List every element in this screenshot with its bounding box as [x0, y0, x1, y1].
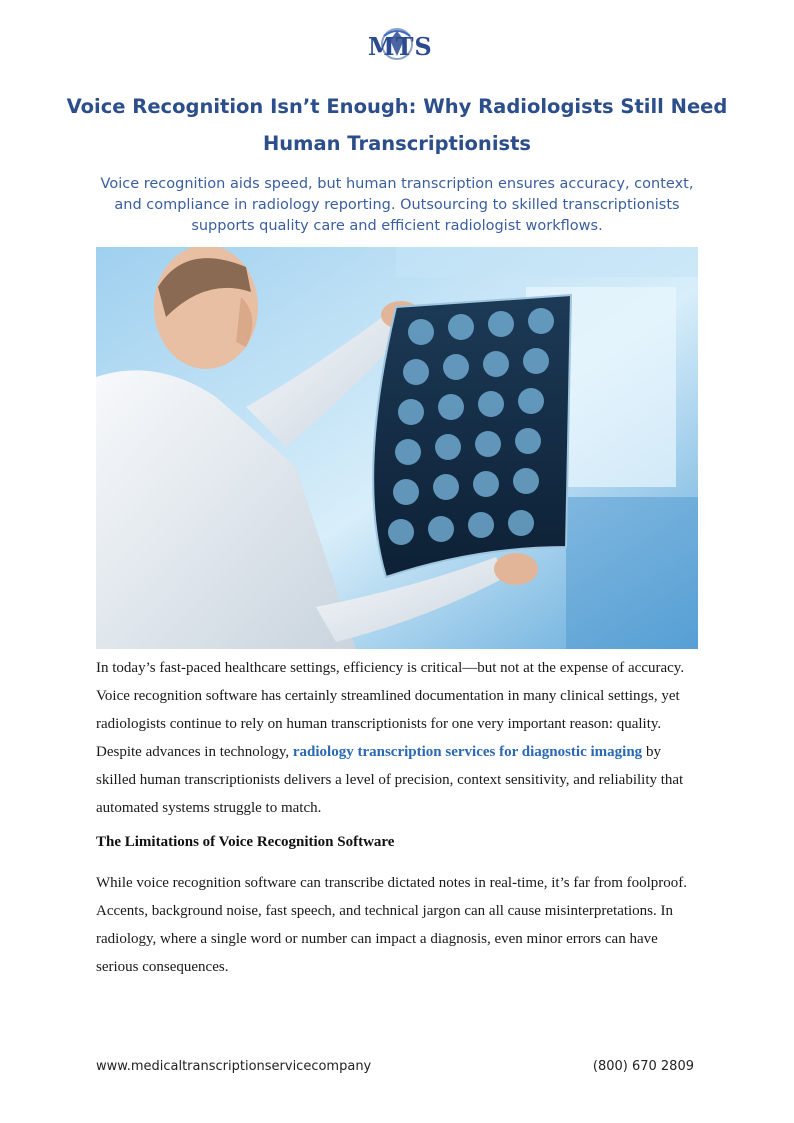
- intro-text-before-link: In today’s fast-paced healthcare settings, efficiency is critical—but not at the expense of accuracy. Voice recognition software has certainly streamlined documentation in many clinical settings, yet radiologists continue to rely on human transcriptionists for one very important reason: quality. Despite advances in technology,: [96, 660, 685, 760]
- logo-text: MTS: [368, 32, 433, 61]
- article-summary: Voice recognition aids speed, but human transcription ensures accuracy, context, and compliance in radiology reporting. Outsourcing to skilled transcriptionists supports quality care and efficient radiologist workflows.: [100, 176, 694, 234]
- intro-text-after-link: by skilled human transcriptionists delivers a level of precision, context sensitivity, and reliability that automated systems struggle to match.: [96, 744, 684, 816]
- section-paragraph: While voice recognition software can transcribe dictated notes in real-time, it’s far from foolproof. Accents, background noise, fast speech, and technical jargon can all cause misinterpretations. In radiology, where a single word or number can impact a diagnosis, even minor errors can have serious consequences.: [96, 875, 688, 975]
- company-logo[interactable]: [364, 22, 433, 70]
- intro-paragraph: [96, 654, 700, 822]
- page-title: Voice Recognition Isn’t Enough: Why Radiologists Still Need Human Transcriptionists: [66, 95, 728, 155]
- section-heading: The Limitations of Voice Recognition Software: [96, 834, 395, 850]
- footer-website[interactable]: www.medicaltranscriptionservicecompany: [96, 1059, 372, 1074]
- footer-phone[interactable]: (800) 670 2809: [592, 1059, 694, 1074]
- hero-image: [96, 247, 698, 649]
- radiology-services-link[interactable]: radiology transcription services for diagnostic imaging: [292, 744, 643, 760]
